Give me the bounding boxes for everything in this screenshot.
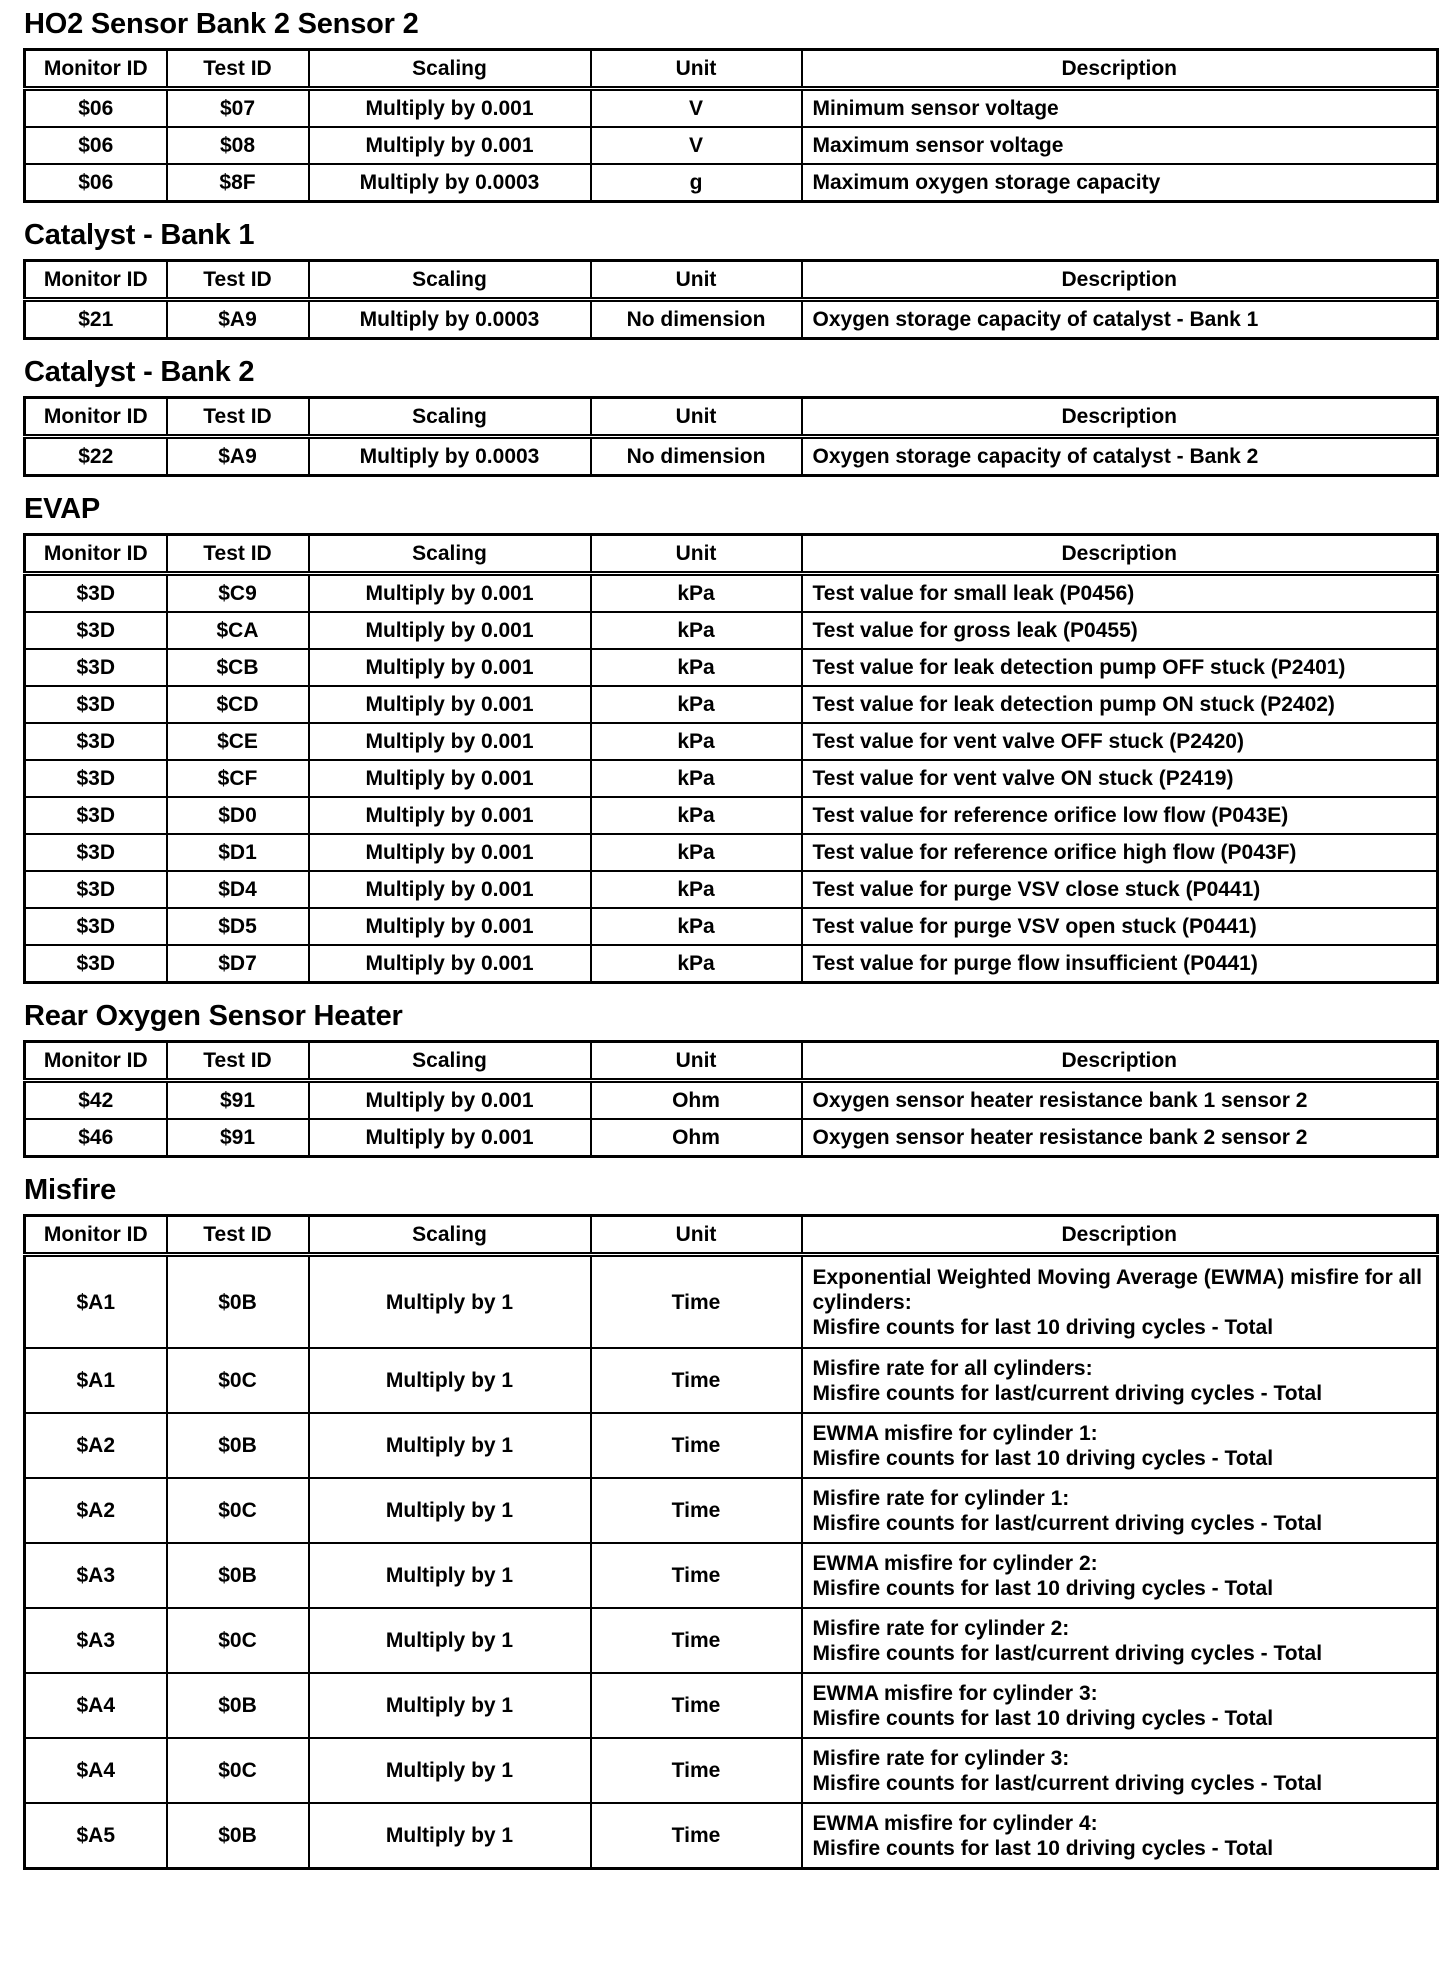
scaling-cell: Multiply by 0.001 xyxy=(309,89,591,128)
section-title: Rear Oxygen Sensor Heater xyxy=(24,1000,403,1032)
monitor-id-cell: $46 xyxy=(25,1119,167,1157)
column-header-monitor-id: Monitor ID xyxy=(25,1042,167,1081)
table-row xyxy=(25,1543,1438,1608)
description-line: Test value for leak detection pump OFF stuck (P2401) xyxy=(812,656,1346,679)
description-line: Misfire counts for last 10 driving cycles - Total xyxy=(812,1315,1274,1339)
test-id-cell: $0C xyxy=(167,1738,309,1803)
monitor-id-cell: $A4 xyxy=(25,1673,167,1738)
unit-cell: Ohm xyxy=(591,1119,802,1157)
description-line: Test value for purge VSV open stuck (P0441) xyxy=(812,915,1257,938)
monitor-id-cell: $A1 xyxy=(25,1255,167,1349)
unit-cell: Time xyxy=(591,1738,802,1803)
description-line: Misfire counts for last/current driving cycles - Total xyxy=(812,1771,1323,1795)
table-row xyxy=(25,127,1438,164)
unit-cell: kPa xyxy=(591,908,802,945)
table-row xyxy=(25,686,1438,723)
test-id-cell: $CF xyxy=(167,760,309,797)
unit-cell: Time xyxy=(591,1608,802,1673)
scaling-cell: Multiply by 0.0003 xyxy=(309,164,591,202)
monitor-section xyxy=(23,1166,1439,1870)
description-cell xyxy=(802,437,1438,476)
monitor-section xyxy=(23,485,1439,984)
description-cell xyxy=(802,1673,1438,1738)
table-row xyxy=(25,797,1438,834)
unit-cell: V xyxy=(591,127,802,164)
column-header-description: Description xyxy=(802,398,1438,437)
monitor-id-cell: $3D xyxy=(25,760,167,797)
test-id-cell: $8F xyxy=(167,164,309,202)
monitor-id-cell: $42 xyxy=(25,1081,167,1120)
description-cell xyxy=(802,300,1438,339)
description-cell xyxy=(802,1608,1438,1673)
table-row xyxy=(25,723,1438,760)
monitor-id-cell: $A2 xyxy=(25,1413,167,1478)
unit-cell: Time xyxy=(591,1348,802,1413)
monitor-table xyxy=(23,396,1439,477)
table-header-row xyxy=(25,1042,1438,1081)
description-cell xyxy=(802,686,1438,723)
test-id-cell: $07 xyxy=(167,89,309,128)
test-id-cell: $0B xyxy=(167,1673,309,1738)
section-title: EVAP xyxy=(24,493,101,525)
description-line: Test value for purge VSV close stuck (P0441) xyxy=(812,878,1261,901)
column-header-unit: Unit xyxy=(591,535,802,574)
description-line: Test value for gross leak (P0455) xyxy=(812,619,1138,642)
column-header-unit: Unit xyxy=(591,50,802,89)
section-title: Catalyst - Bank 1 xyxy=(24,219,255,251)
unit-cell: g xyxy=(591,164,802,202)
monitor-id-cell: $3D xyxy=(25,574,167,613)
scaling-cell: Multiply by 0.001 xyxy=(309,1081,591,1120)
unit-cell: kPa xyxy=(591,834,802,871)
description-line: Test value for vent valve ON stuck (P2419) xyxy=(812,767,1234,790)
description-line: Misfire counts for last 10 driving cycles - Total xyxy=(812,1576,1274,1600)
description-cell xyxy=(802,1543,1438,1608)
scaling-cell: Multiply by 0.001 xyxy=(309,797,591,834)
description-line: EWMA misfire for cylinder 3: xyxy=(812,1681,1098,1705)
monitor-table xyxy=(23,533,1439,984)
unit-cell: kPa xyxy=(591,871,802,908)
test-id-cell: $0B xyxy=(167,1413,309,1478)
description-line: Maximum sensor voltage xyxy=(812,134,1064,157)
column-header-monitor-id: Monitor ID xyxy=(25,398,167,437)
unit-cell: kPa xyxy=(591,686,802,723)
section-title: Catalyst - Bank 2 xyxy=(24,356,255,388)
description-cell xyxy=(802,1119,1438,1157)
description-line: Minimum sensor voltage xyxy=(812,97,1059,120)
table-row xyxy=(25,574,1438,613)
scaling-cell: Multiply by 0.001 xyxy=(309,127,591,164)
description-cell xyxy=(802,760,1438,797)
test-id-cell: $D4 xyxy=(167,871,309,908)
description-line: Misfire rate for all cylinders: xyxy=(812,1356,1093,1380)
monitor-table xyxy=(23,259,1439,340)
test-id-cell: $0C xyxy=(167,1478,309,1543)
monitor-id-cell: $06 xyxy=(25,127,167,164)
description-cell xyxy=(802,89,1438,128)
table-row xyxy=(25,760,1438,797)
scaling-cell: Multiply by 0.001 xyxy=(309,723,591,760)
description-cell xyxy=(802,797,1438,834)
description-cell xyxy=(802,1738,1438,1803)
description-cell xyxy=(802,945,1438,983)
monitor-id-cell: $3D xyxy=(25,612,167,649)
scaling-cell: Multiply by 1 xyxy=(309,1413,591,1478)
unit-cell: No dimension xyxy=(591,300,802,339)
monitor-section xyxy=(23,348,1439,477)
test-id-cell: $0C xyxy=(167,1348,309,1413)
monitor-id-cell: $3D xyxy=(25,871,167,908)
unit-cell: V xyxy=(591,89,802,128)
test-id-cell: $CE xyxy=(167,723,309,760)
description-line: Oxygen sensor heater resistance bank 1 sensor 2 xyxy=(812,1089,1308,1112)
column-header-test-id: Test ID xyxy=(167,261,309,300)
table-header-row xyxy=(25,1216,1438,1255)
column-header-unit: Unit xyxy=(591,1216,802,1255)
table-row xyxy=(25,612,1438,649)
test-id-cell: $CD xyxy=(167,686,309,723)
description-line: Misfire counts for last 10 driving cycles - Total xyxy=(812,1706,1274,1730)
description-line: EWMA misfire for cylinder 4: xyxy=(812,1811,1098,1835)
column-header-description: Description xyxy=(802,1042,1438,1081)
table-row xyxy=(25,164,1438,202)
description-cell xyxy=(802,834,1438,871)
description-line: Misfire counts for last 10 driving cycles - Total xyxy=(812,1836,1274,1860)
document xyxy=(23,0,1439,1878)
description-line: Oxygen storage capacity of catalyst - Bank 2 xyxy=(812,445,1259,468)
description-cell xyxy=(802,1478,1438,1543)
column-header-scaling: Scaling xyxy=(309,261,591,300)
table-row xyxy=(25,89,1438,128)
table-row xyxy=(25,1348,1438,1413)
monitor-id-cell: $A4 xyxy=(25,1738,167,1803)
scaling-cell: Multiply by 0.001 xyxy=(309,834,591,871)
test-id-cell: $D7 xyxy=(167,945,309,983)
unit-cell: kPa xyxy=(591,797,802,834)
unit-cell: No dimension xyxy=(591,437,802,476)
column-header-description: Description xyxy=(802,50,1438,89)
scaling-cell: Multiply by 1 xyxy=(309,1348,591,1413)
monitor-id-cell: $A2 xyxy=(25,1478,167,1543)
table-row xyxy=(25,1673,1438,1738)
unit-cell: kPa xyxy=(591,649,802,686)
column-header-scaling: Scaling xyxy=(309,50,591,89)
description-line: Exponential Weighted Moving Average (EWMA) misfire for all cylinders: xyxy=(812,1265,1428,1314)
test-id-cell: $D0 xyxy=(167,797,309,834)
unit-cell: Ohm xyxy=(591,1081,802,1120)
description-line: Maximum oxygen storage capacity xyxy=(812,171,1161,194)
table-row xyxy=(25,945,1438,983)
monitor-id-cell: $06 xyxy=(25,164,167,202)
column-header-test-id: Test ID xyxy=(167,1216,309,1255)
description-cell xyxy=(802,612,1438,649)
column-header-description: Description xyxy=(802,535,1438,574)
scaling-cell: Multiply by 0.001 xyxy=(309,908,591,945)
monitor-id-cell: $3D xyxy=(25,908,167,945)
description-line: Misfire counts for last/current driving cycles - Total xyxy=(812,1511,1323,1535)
description-cell xyxy=(802,908,1438,945)
monitor-id-cell: $A3 xyxy=(25,1543,167,1608)
scaling-cell: Multiply by 0.001 xyxy=(309,612,591,649)
column-header-scaling: Scaling xyxy=(309,398,591,437)
scaling-cell: Multiply by 0.001 xyxy=(309,574,591,613)
description-cell xyxy=(802,127,1438,164)
table-row xyxy=(25,1081,1438,1120)
test-id-cell: $A9 xyxy=(167,437,309,476)
description-line: EWMA misfire for cylinder 2: xyxy=(812,1551,1098,1575)
test-id-cell: $0C xyxy=(167,1608,309,1673)
description-cell xyxy=(802,164,1438,202)
table-row xyxy=(25,1738,1438,1803)
description-line: Misfire rate for cylinder 1: xyxy=(812,1486,1070,1510)
unit-cell: kPa xyxy=(591,574,802,613)
description-line: Test value for reference orifice high flow (P043F) xyxy=(812,841,1297,864)
unit-cell: kPa xyxy=(591,612,802,649)
description-line: EWMA misfire for cylinder 1: xyxy=(812,1421,1098,1445)
monitor-id-cell: $21 xyxy=(25,300,167,339)
scaling-cell: Multiply by 0.001 xyxy=(309,1119,591,1157)
description-line: Oxygen sensor heater resistance bank 2 sensor 2 xyxy=(812,1126,1308,1149)
column-header-scaling: Scaling xyxy=(309,1042,591,1081)
column-header-unit: Unit xyxy=(591,261,802,300)
column-header-unit: Unit xyxy=(591,398,802,437)
description-cell xyxy=(802,574,1438,613)
monitor-table xyxy=(23,48,1439,203)
monitor-id-cell: $A3 xyxy=(25,1608,167,1673)
column-header-test-id: Test ID xyxy=(167,535,309,574)
scaling-cell: Multiply by 0.001 xyxy=(309,945,591,983)
scaling-cell: Multiply by 1 xyxy=(309,1803,591,1869)
unit-cell: Time xyxy=(591,1478,802,1543)
test-id-cell: $C9 xyxy=(167,574,309,613)
column-header-scaling: Scaling xyxy=(309,535,591,574)
unit-cell: Time xyxy=(591,1255,802,1349)
description-cell xyxy=(802,871,1438,908)
table-row xyxy=(25,1255,1438,1349)
test-id-cell: $0B xyxy=(167,1255,309,1349)
description-cell xyxy=(802,1081,1438,1120)
description-line: Test value for leak detection pump ON stuck (P2402) xyxy=(812,693,1335,716)
monitor-id-cell: $22 xyxy=(25,437,167,476)
monitor-section xyxy=(23,992,1439,1158)
description-line: Test value for small leak (P0456) xyxy=(812,582,1135,605)
scaling-cell: Multiply by 0.0003 xyxy=(309,437,591,476)
table-header-row xyxy=(25,261,1438,300)
monitor-section xyxy=(23,0,1439,203)
section-title: HO2 Sensor Bank 2 Sensor 2 xyxy=(24,8,419,40)
column-header-scaling: Scaling xyxy=(309,1216,591,1255)
description-line: Test value for reference orifice low flow (P043E) xyxy=(812,804,1289,827)
unit-cell: Time xyxy=(591,1673,802,1738)
test-id-cell: $0B xyxy=(167,1803,309,1869)
table-header-row xyxy=(25,50,1438,89)
description-cell xyxy=(802,1413,1438,1478)
test-id-cell: $D1 xyxy=(167,834,309,871)
monitor-section xyxy=(23,211,1439,340)
monitor-id-cell: $3D xyxy=(25,723,167,760)
column-header-unit: Unit xyxy=(591,1042,802,1081)
column-header-monitor-id: Monitor ID xyxy=(25,50,167,89)
unit-cell: Time xyxy=(591,1543,802,1608)
column-header-monitor-id: Monitor ID xyxy=(25,535,167,574)
description-cell xyxy=(802,723,1438,760)
column-header-test-id: Test ID xyxy=(167,50,309,89)
unit-cell: kPa xyxy=(591,760,802,797)
monitor-table xyxy=(23,1040,1439,1158)
description-cell xyxy=(802,1255,1438,1349)
description-line: Misfire counts for last/current driving cycles - Total xyxy=(812,1381,1323,1405)
table-row xyxy=(25,908,1438,945)
test-id-cell: $A9 xyxy=(167,300,309,339)
unit-cell: kPa xyxy=(591,723,802,760)
description-line: Misfire counts for last/current driving cycles - Total xyxy=(812,1641,1323,1665)
description-line: Test value for vent valve OFF stuck (P2420) xyxy=(812,730,1244,753)
test-id-cell: $CB xyxy=(167,649,309,686)
description-line: Misfire rate for cylinder 3: xyxy=(812,1746,1070,1770)
description-cell xyxy=(802,1348,1438,1413)
scaling-cell: Multiply by 1 xyxy=(309,1543,591,1608)
column-header-description: Description xyxy=(802,261,1438,300)
description-cell xyxy=(802,1803,1438,1869)
test-id-cell: $91 xyxy=(167,1081,309,1120)
table-row xyxy=(25,300,1438,339)
unit-cell: Time xyxy=(591,1803,802,1869)
description-line: Test value for purge flow insufficient (P0441) xyxy=(812,952,1258,975)
unit-cell: Time xyxy=(591,1413,802,1478)
description-line: Misfire rate for cylinder 2: xyxy=(812,1616,1070,1640)
scaling-cell: Multiply by 1 xyxy=(309,1673,591,1738)
monitor-table xyxy=(23,1214,1439,1870)
monitor-id-cell: $3D xyxy=(25,649,167,686)
table-row xyxy=(25,649,1438,686)
scaling-cell: Multiply by 0.001 xyxy=(309,686,591,723)
unit-cell: kPa xyxy=(591,945,802,983)
column-header-test-id: Test ID xyxy=(167,398,309,437)
test-id-cell: $CA xyxy=(167,612,309,649)
table-row xyxy=(25,1803,1438,1869)
scaling-cell: Multiply by 0.001 xyxy=(309,871,591,908)
table-row xyxy=(25,1413,1438,1478)
description-line: Oxygen storage capacity of catalyst - Bank 1 xyxy=(812,308,1259,331)
monitor-id-cell: $3D xyxy=(25,945,167,983)
table-row xyxy=(25,1478,1438,1543)
scaling-cell: Multiply by 0.001 xyxy=(309,649,591,686)
table-row xyxy=(25,834,1438,871)
column-header-test-id: Test ID xyxy=(167,1042,309,1081)
section-title: Misfire xyxy=(24,1174,117,1206)
scaling-cell: Multiply by 0.0003 xyxy=(309,300,591,339)
test-id-cell: $08 xyxy=(167,127,309,164)
monitor-id-cell: $A1 xyxy=(25,1348,167,1413)
table-row xyxy=(25,1608,1438,1673)
scaling-cell: Multiply by 0.001 xyxy=(309,760,591,797)
description-cell xyxy=(802,649,1438,686)
test-id-cell: $0B xyxy=(167,1543,309,1608)
monitor-id-cell: $3D xyxy=(25,834,167,871)
column-header-monitor-id: Monitor ID xyxy=(25,261,167,300)
monitor-id-cell: $06 xyxy=(25,89,167,128)
table-header-row xyxy=(25,535,1438,574)
table-row xyxy=(25,437,1438,476)
monitor-id-cell: $3D xyxy=(25,797,167,834)
description-line: Misfire counts for last 10 driving cycles - Total xyxy=(812,1446,1274,1470)
scaling-cell: Multiply by 1 xyxy=(309,1738,591,1803)
monitor-id-cell: $3D xyxy=(25,686,167,723)
scaling-cell: Multiply by 1 xyxy=(309,1608,591,1673)
table-header-row xyxy=(25,398,1438,437)
test-id-cell: $91 xyxy=(167,1119,309,1157)
column-header-description: Description xyxy=(802,1216,1438,1255)
column-header-monitor-id: Monitor ID xyxy=(25,1216,167,1255)
scaling-cell: Multiply by 1 xyxy=(309,1478,591,1543)
table-row xyxy=(25,871,1438,908)
scaling-cell: Multiply by 1 xyxy=(309,1255,591,1349)
test-id-cell: $D5 xyxy=(167,908,309,945)
monitor-id-cell: $A5 xyxy=(25,1803,167,1869)
table-row xyxy=(25,1119,1438,1157)
